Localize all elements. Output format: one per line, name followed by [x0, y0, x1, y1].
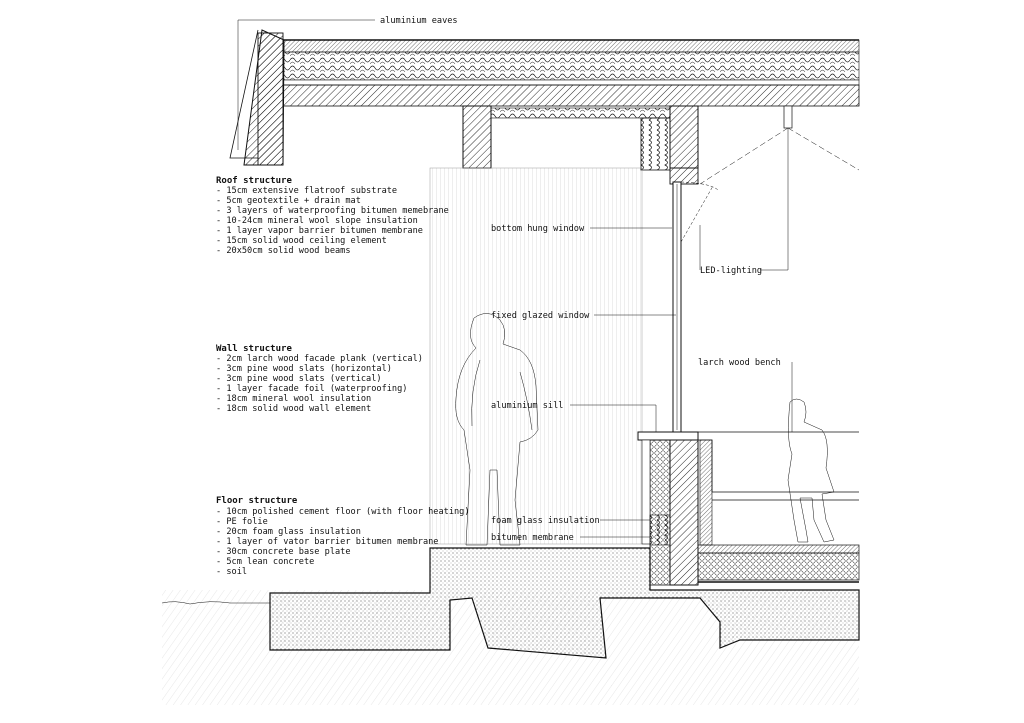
callout-aluminium-eaves: aluminium eaves — [380, 16, 458, 26]
floor-item: - 20cm foam glass insulation — [216, 527, 361, 537]
floor-item: - 30cm concrete base plate — [216, 547, 351, 557]
larch-wood-bench — [698, 432, 859, 545]
roof-item: - 15cm extensive flatroof substrate — [216, 186, 398, 196]
wall-item: - 3cm pine wood slats (vertical) — [216, 374, 382, 384]
seated-person-figure — [788, 399, 834, 542]
callout-bottom-hung-window: bottom hung window — [491, 224, 585, 234]
floor-item: - 5cm lean concrete — [216, 557, 315, 567]
wall-structure-title: Wall structure — [216, 344, 292, 354]
callout-aluminium-sill: aluminium sill — [491, 401, 564, 411]
aluminium-sill — [638, 432, 698, 440]
foam-glass-insulation — [650, 440, 670, 585]
wall-item: - 3cm pine wood slats (horizontal) — [216, 364, 392, 374]
wall-structure-legend — [216, 344, 423, 414]
roof-item: - 3 layers of waterproofing bitumen memebrane — [216, 206, 449, 216]
roof-membrane — [283, 80, 859, 85]
wall-item: - 18cm solid wood wall element — [216, 404, 372, 414]
callout-fixed-glazed-window: fixed glazed window — [491, 311, 590, 321]
cement-floor — [698, 545, 859, 553]
lintel-insulation — [491, 108, 670, 118]
wall-item: - 1 layer facade foil (waterproofing) — [216, 384, 408, 394]
floor-structure-title: Floor structure — [216, 496, 298, 506]
callout-larch-wood-bench: larch wood bench — [698, 358, 781, 368]
roof-substrate — [283, 40, 859, 52]
floor-item: - 1 layer of vator barrier bitumen membrane — [216, 537, 439, 547]
roof-item: - 20x50cm solid wood beams — [216, 246, 351, 256]
floor-item: - soil — [216, 567, 248, 577]
callout-led-lighting: LED-lighting — [700, 266, 763, 276]
roof-beam — [463, 106, 491, 168]
ceiling-element — [283, 85, 859, 106]
callout-foam-glass-insulation: foam glass insulation — [491, 516, 600, 526]
floor-foam-glass — [698, 553, 859, 580]
roof-item: - 1 layer vapor barrier bitumen membrane — [216, 226, 423, 236]
roof-insulation — [283, 52, 859, 80]
roof-structure-legend — [216, 176, 449, 256]
roof-item: - 5cm geotextile + drain mat — [216, 196, 361, 206]
wall-element-lower — [670, 440, 698, 585]
floor-item: - 10cm polished cement floor (with floor heating) — [216, 507, 470, 517]
wall-item: - 2cm larch wood facade plank (vertical) — [216, 354, 423, 364]
wall-item: - 18cm mineral wool insulation — [216, 394, 372, 404]
roof-beam — [670, 106, 698, 168]
roof-item: - 15cm solid wood ceiling element — [216, 236, 387, 246]
roof-item: - 10-24cm mineral wool slope insulation — [216, 216, 418, 226]
roof-structure-title: Roof structure — [216, 176, 292, 186]
floor-item: - PE folie — [216, 517, 268, 527]
callout-bitumen-membrane: bitumen membrane — [491, 533, 574, 543]
